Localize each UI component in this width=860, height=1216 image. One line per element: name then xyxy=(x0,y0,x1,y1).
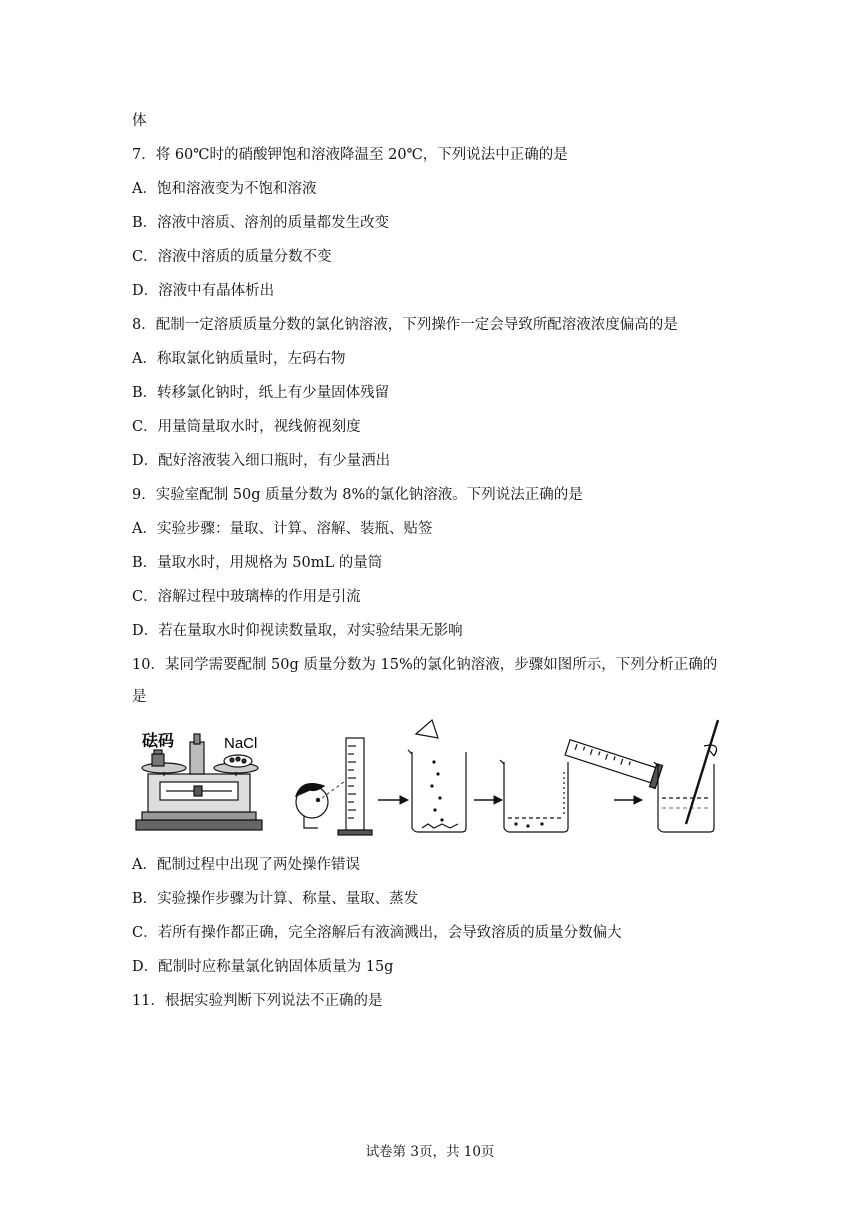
option-7b: B．溶液中溶质、溶剂的质量都发生改变 xyxy=(132,215,390,231)
question-8-stem: 8．配制一定溶质质量分数的氯化钠溶液，下列操作一定会导致所配溶液浓度偏高的是 xyxy=(132,317,678,333)
question-9-stem: 9．实验室配制 50g 质量分数为 8%的氯化钠溶液。下列说法正确的是 xyxy=(132,487,583,503)
weights-label: 砝码 xyxy=(142,733,175,750)
experiment-figure xyxy=(132,716,722,840)
person-head-icon xyxy=(296,784,328,828)
option-9d: D．若在量取水时仰视读数量取，对实验结果无影响 xyxy=(132,623,463,639)
option-9b: B．量取水时，用规格为 50mL 的量筒 xyxy=(132,555,383,571)
option-9c: C．溶解过程中玻璃棒的作用是引流 xyxy=(132,589,361,605)
question-7-stem: 7．将 60℃时的硝酸钾饱和溶液降温至 20℃，下列说法中正确的是 xyxy=(132,147,568,163)
graduated-cylinder xyxy=(338,738,372,835)
option-10a: A．配制过程中出现了两处操作错误 xyxy=(132,857,360,873)
question-10-stem: 10．某同学需要配制 50g 质量分数为 15%的氯化钠溶液，步骤如图所示，下列分析正确的 xyxy=(132,657,718,673)
beaker-pouring-solid xyxy=(408,720,466,832)
arrow-icon xyxy=(614,796,642,804)
option-8d: D．配好溶液装入细口瓶时，有少量洒出 xyxy=(132,453,391,469)
text-line: 体 xyxy=(132,113,147,129)
question-11-stem: 11．根据实验判断下列说法不正确的是 xyxy=(132,993,383,1009)
beaker-pouring-water xyxy=(500,736,663,832)
option-8a: A．称取氯化钠质量时，左码右物 xyxy=(132,351,346,367)
question-10-stem-cont: 是 xyxy=(132,689,147,705)
option-7a: A．饱和溶液变为不饱和溶液 xyxy=(132,181,317,197)
beaker-stirring xyxy=(654,720,718,832)
option-9a: A．实验步骤：量取、计算、溶解、装瓶、贴签 xyxy=(132,521,433,537)
option-8b: B．转移氯化钠时，纸上有少量固体残留 xyxy=(132,385,390,401)
option-8c: C．用量筒量取水时，视线俯视刻度 xyxy=(132,419,361,435)
option-7d: D．溶液中有晶体析出 xyxy=(132,283,275,299)
option-10c: C．若所有操作都正确，完全溶解后有液滴溅出，会导致溶质的质量分数偏大 xyxy=(132,925,622,941)
page-footer: 试卷第 3页，共 10页 xyxy=(365,1144,495,1160)
option-10d: D．配制时应称量氯化钠固体质量为 15g xyxy=(132,959,394,975)
option-10b: B．实验操作步骤为计算、称量、量取、蒸发 xyxy=(132,891,419,907)
nacl-label: NaCl xyxy=(224,735,258,752)
arrow-icon xyxy=(378,796,408,804)
option-7c: C．溶液中溶质的质量分数不变 xyxy=(132,249,332,265)
arrow-icon xyxy=(474,796,502,804)
